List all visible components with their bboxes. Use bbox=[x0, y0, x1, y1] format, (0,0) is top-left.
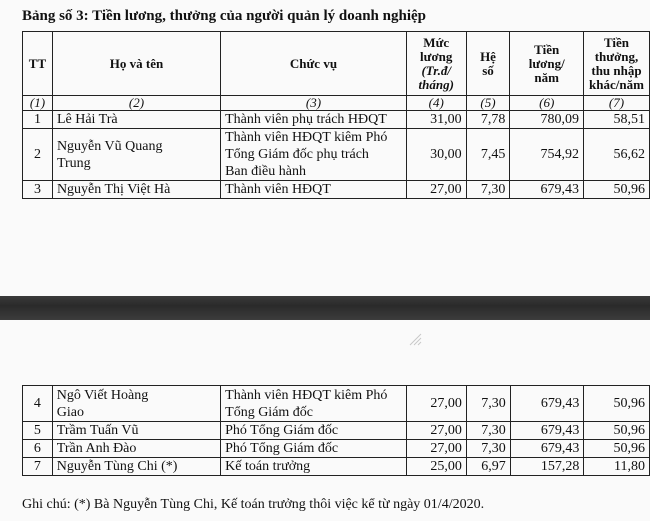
header-salary bbox=[406, 32, 466, 96]
cell-salary: 27,00 bbox=[406, 181, 466, 199]
cell-name: Trần Anh Đào bbox=[52, 440, 220, 458]
footnote: Ghi chú: (*) Bà Nguyễn Tùng Chi, Kế toán trưởng thôi việc kể từ ngày 01/4/2020. bbox=[22, 497, 485, 512]
cell-annual: 157,28 bbox=[510, 458, 584, 476]
header-name: Họ và tên bbox=[52, 32, 220, 96]
cell-position bbox=[221, 129, 407, 181]
cell-salary: 31,00 bbox=[406, 111, 466, 129]
header-annual-line: Tiền bbox=[534, 41, 560, 57]
cell-position-line: Thành viên HĐQT kiêm Phó bbox=[225, 130, 388, 145]
cell-salary: 25,00 bbox=[407, 458, 467, 476]
index-cell: (1) bbox=[23, 96, 53, 111]
header-coef bbox=[466, 32, 510, 96]
cell-salary: 30,00 bbox=[406, 129, 466, 181]
cell-coef: 7,78 bbox=[466, 111, 510, 129]
table-row bbox=[23, 458, 650, 476]
cell-coef: 7,30 bbox=[466, 440, 510, 458]
cell-annual: 754,92 bbox=[510, 129, 584, 181]
cell-position: Phó Tổng Giám đốc bbox=[221, 440, 407, 458]
cell-tt: 6 bbox=[23, 440, 53, 458]
index-cell: (5) bbox=[466, 96, 510, 111]
header-bonus bbox=[584, 32, 650, 96]
cell-name-line: Trung bbox=[56, 155, 91, 171]
cell-bonus: 50,96 bbox=[584, 440, 650, 458]
cell-position: Thành viên HĐQT bbox=[221, 181, 407, 199]
cell-tt: 3 bbox=[23, 181, 53, 199]
cell-annual: 679,43 bbox=[510, 386, 584, 422]
header-annual bbox=[510, 32, 584, 96]
header-bonus-line: thu nhập bbox=[591, 62, 642, 78]
cell-bonus: 11,80 bbox=[584, 458, 650, 476]
table-row bbox=[23, 181, 650, 199]
cell-salary: 27,00 bbox=[407, 386, 467, 422]
table-row bbox=[23, 111, 650, 129]
header-coef-line: Hệ bbox=[480, 48, 496, 64]
header-bonus-line: Tiền bbox=[603, 34, 630, 50]
table-row bbox=[23, 129, 650, 181]
cell-annual: 679,43 bbox=[510, 440, 584, 458]
cell-name: Trầm Tuấn Vũ bbox=[52, 422, 220, 440]
cell-coef: 7,45 bbox=[466, 129, 510, 181]
table-row bbox=[23, 440, 650, 458]
header-bonus-line: khác/năm bbox=[589, 76, 644, 92]
cell-position-line: Tổng Giám đốc phụ trách bbox=[225, 147, 369, 162]
cell-bonus: 50,96 bbox=[584, 181, 650, 199]
cell-name-line: Giao bbox=[56, 404, 85, 420]
cell-bonus: 58,51 bbox=[584, 111, 650, 129]
cell-name: Nguyễn Thị Việt Hà bbox=[52, 181, 220, 199]
header-position: Chức vụ bbox=[221, 32, 407, 96]
cell-position bbox=[221, 386, 407, 422]
header-annual-line: năm bbox=[534, 69, 559, 85]
salary-table-part2 bbox=[22, 385, 650, 476]
cell-tt: 5 bbox=[23, 422, 53, 440]
cell-position-line: Thành viên HĐQT kiêm Phó bbox=[225, 387, 388, 403]
cell-name: Lê Hải Trà bbox=[52, 111, 220, 129]
header-salary-line: (Tr.đ/ bbox=[421, 62, 451, 78]
header-bonus-line: thưởng, bbox=[594, 48, 639, 64]
cell-coef: 7,30 bbox=[466, 422, 510, 440]
index-cell: (4) bbox=[406, 96, 466, 111]
cell-coef: 7,30 bbox=[466, 386, 510, 422]
table-row bbox=[23, 422, 650, 440]
cell-name-line: Ngô Viết Hoàng bbox=[56, 387, 149, 403]
cell-coef: 6,97 bbox=[466, 458, 510, 476]
cell-name-line: Nguyễn Vũ Quang bbox=[56, 138, 163, 154]
header-annual-line: lương/ bbox=[528, 55, 565, 71]
salary-table-part1 bbox=[22, 31, 650, 199]
cell-tt: 2 bbox=[23, 129, 53, 181]
resize-grip-icon bbox=[406, 330, 424, 348]
header-row bbox=[23, 32, 650, 96]
cell-position-line: Tổng Giám đốc bbox=[225, 404, 314, 420]
page-separator bbox=[0, 296, 650, 320]
cell-name bbox=[52, 129, 220, 181]
cell-bonus: 50,96 bbox=[584, 422, 650, 440]
header-salary-line: lương bbox=[420, 48, 453, 64]
cell-position: Kế toán trưởng bbox=[221, 458, 407, 476]
table-row bbox=[23, 386, 650, 422]
cell-name bbox=[52, 386, 220, 422]
cell-name: Nguyễn Tùng Chi (*) bbox=[52, 458, 220, 476]
cell-annual: 780,09 bbox=[510, 111, 584, 129]
cell-bonus: 56,62 bbox=[584, 129, 650, 181]
index-cell: (7) bbox=[584, 96, 650, 111]
table-title: Bảng số 3: Tiền lương, thưởng của người quản lý doanh nghiệp bbox=[22, 8, 427, 24]
header-salary-line: tháng) bbox=[418, 76, 454, 92]
cell-annual: 679,43 bbox=[510, 181, 584, 199]
index-cell: (6) bbox=[510, 96, 584, 111]
index-cell: (3) bbox=[221, 96, 407, 111]
header-coef-line: số bbox=[482, 62, 494, 78]
cell-position-line: Ban điều hành bbox=[225, 164, 306, 179]
cell-position: Phó Tổng Giám đốc bbox=[221, 422, 407, 440]
cell-bonus: 50,96 bbox=[584, 386, 650, 422]
cell-position: Thành viên phụ trách HĐQT bbox=[221, 111, 407, 129]
header-salary-line: Mức bbox=[423, 34, 450, 50]
cell-salary: 27,00 bbox=[407, 440, 467, 458]
index-row bbox=[23, 96, 650, 111]
cell-tt: 1 bbox=[23, 111, 53, 129]
cell-tt: 7 bbox=[23, 458, 53, 476]
cell-coef: 7,30 bbox=[466, 181, 510, 199]
header-tt: TT bbox=[23, 32, 53, 96]
index-cell: (2) bbox=[52, 96, 220, 111]
cell-salary: 27,00 bbox=[407, 422, 467, 440]
cell-tt: 4 bbox=[23, 386, 53, 422]
cell-annual: 679,43 bbox=[510, 422, 584, 440]
